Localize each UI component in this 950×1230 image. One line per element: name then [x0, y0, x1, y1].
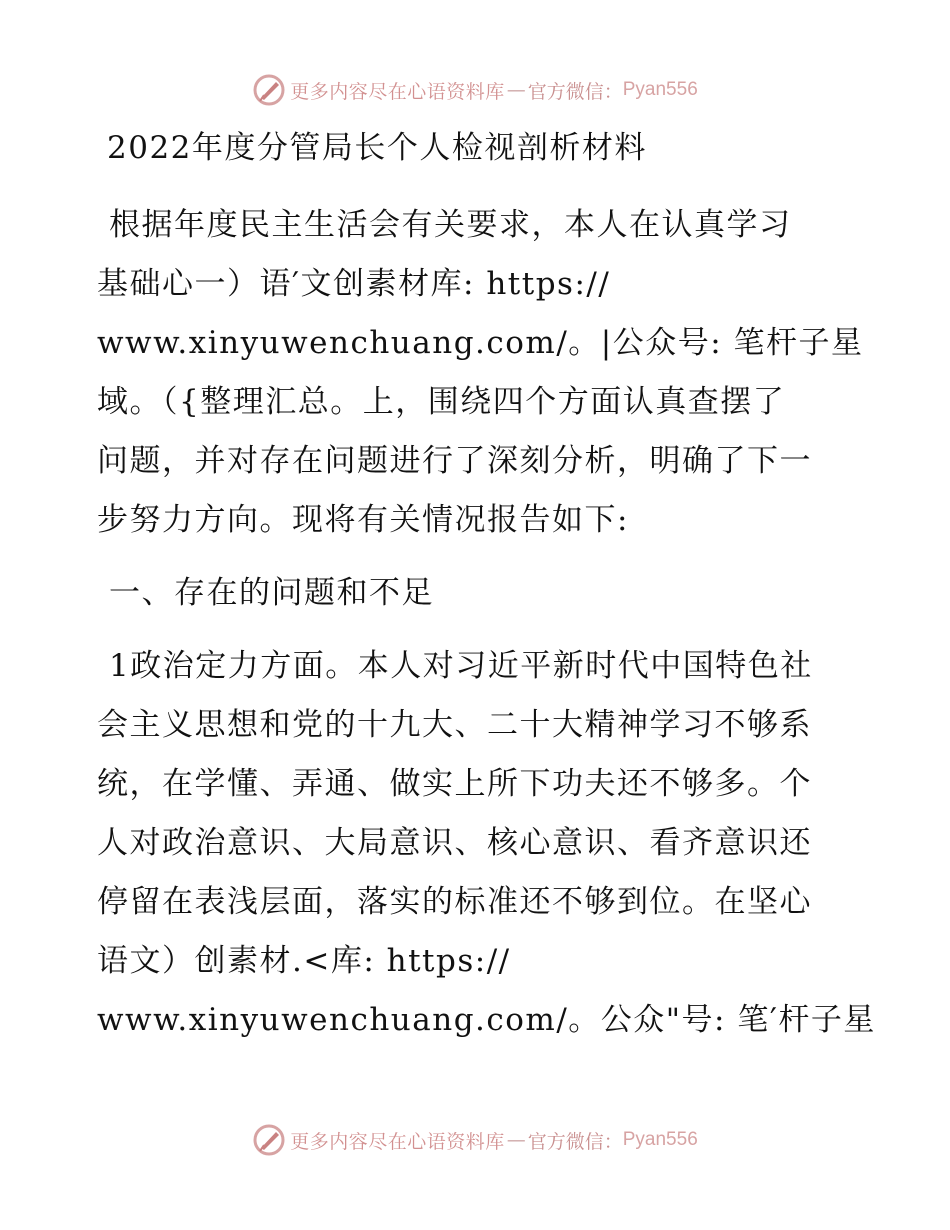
- text-line: 域。（{整理汇总。上，围绕四个方面认真查摆了: [97, 384, 786, 420]
- text-line: www.xinyuwenchuang.com/。公众"号: 笔′杆子星: [97, 1002, 876, 1038]
- text-line: 语文）创素材.<库: https://: [97, 943, 511, 979]
- watermark-separator: —: [506, 1129, 526, 1151]
- document-title: 2022年度分管局长个人检视剖析材料: [107, 130, 647, 166]
- quill-logo-icon: [252, 1123, 286, 1157]
- watermark-wechat-id: Pyan556: [622, 79, 698, 100]
- paragraph-intro: [97, 196, 864, 550]
- paragraph-political: [97, 637, 876, 1050]
- text-line: 一、存在的问题和不足: [109, 575, 434, 611]
- watermark-wechat-id: Pyan556: [622, 1129, 698, 1150]
- watermark-separator: —: [506, 79, 526, 101]
- document-body: [97, 122, 876, 1064]
- text-line: 人对政治意识、大局意识、核心意识、看齐意识还: [97, 825, 812, 861]
- text-line: 1政治定力方面。本人对习近平新时代中国特色社: [109, 648, 813, 684]
- watermark-slogan: 更多内容尽在心语资料库: [290, 1130, 505, 1153]
- text-line: www.xinyuwenchuang.com/。|公众号: 笔杆子星: [97, 325, 864, 361]
- watermark-wechat-label: 官方微信：: [527, 1130, 623, 1153]
- text-line: 停留在表浅层面，落实的标准还不够到位。在坚心: [97, 884, 812, 920]
- text-line: 步努力方向。现将有关情况报告如下:: [97, 502, 629, 538]
- header-watermark: [0, 72, 950, 108]
- section-heading: [97, 564, 857, 623]
- watermark-wechat-label: 官方微信：: [527, 80, 623, 103]
- text-line: 基础心一）语′文创素材库: https://: [97, 266, 611, 302]
- text-line: 统，在学懂、弄通、做实上所下功夫还不够多。个: [97, 766, 812, 802]
- text-line: 问题，并对存在问题进行了深刻分析，明确了下一: [97, 443, 812, 479]
- footer-watermark: [0, 1122, 950, 1158]
- quill-logo-icon: [252, 73, 286, 107]
- text-line: 会主义思想和党的十九大、二十大精神学习不够系: [97, 707, 812, 743]
- text-line: 根据年度民主生活会有关要求，本人在认真学习: [109, 207, 792, 243]
- watermark-slogan: 更多内容尽在心语资料库: [290, 80, 505, 103]
